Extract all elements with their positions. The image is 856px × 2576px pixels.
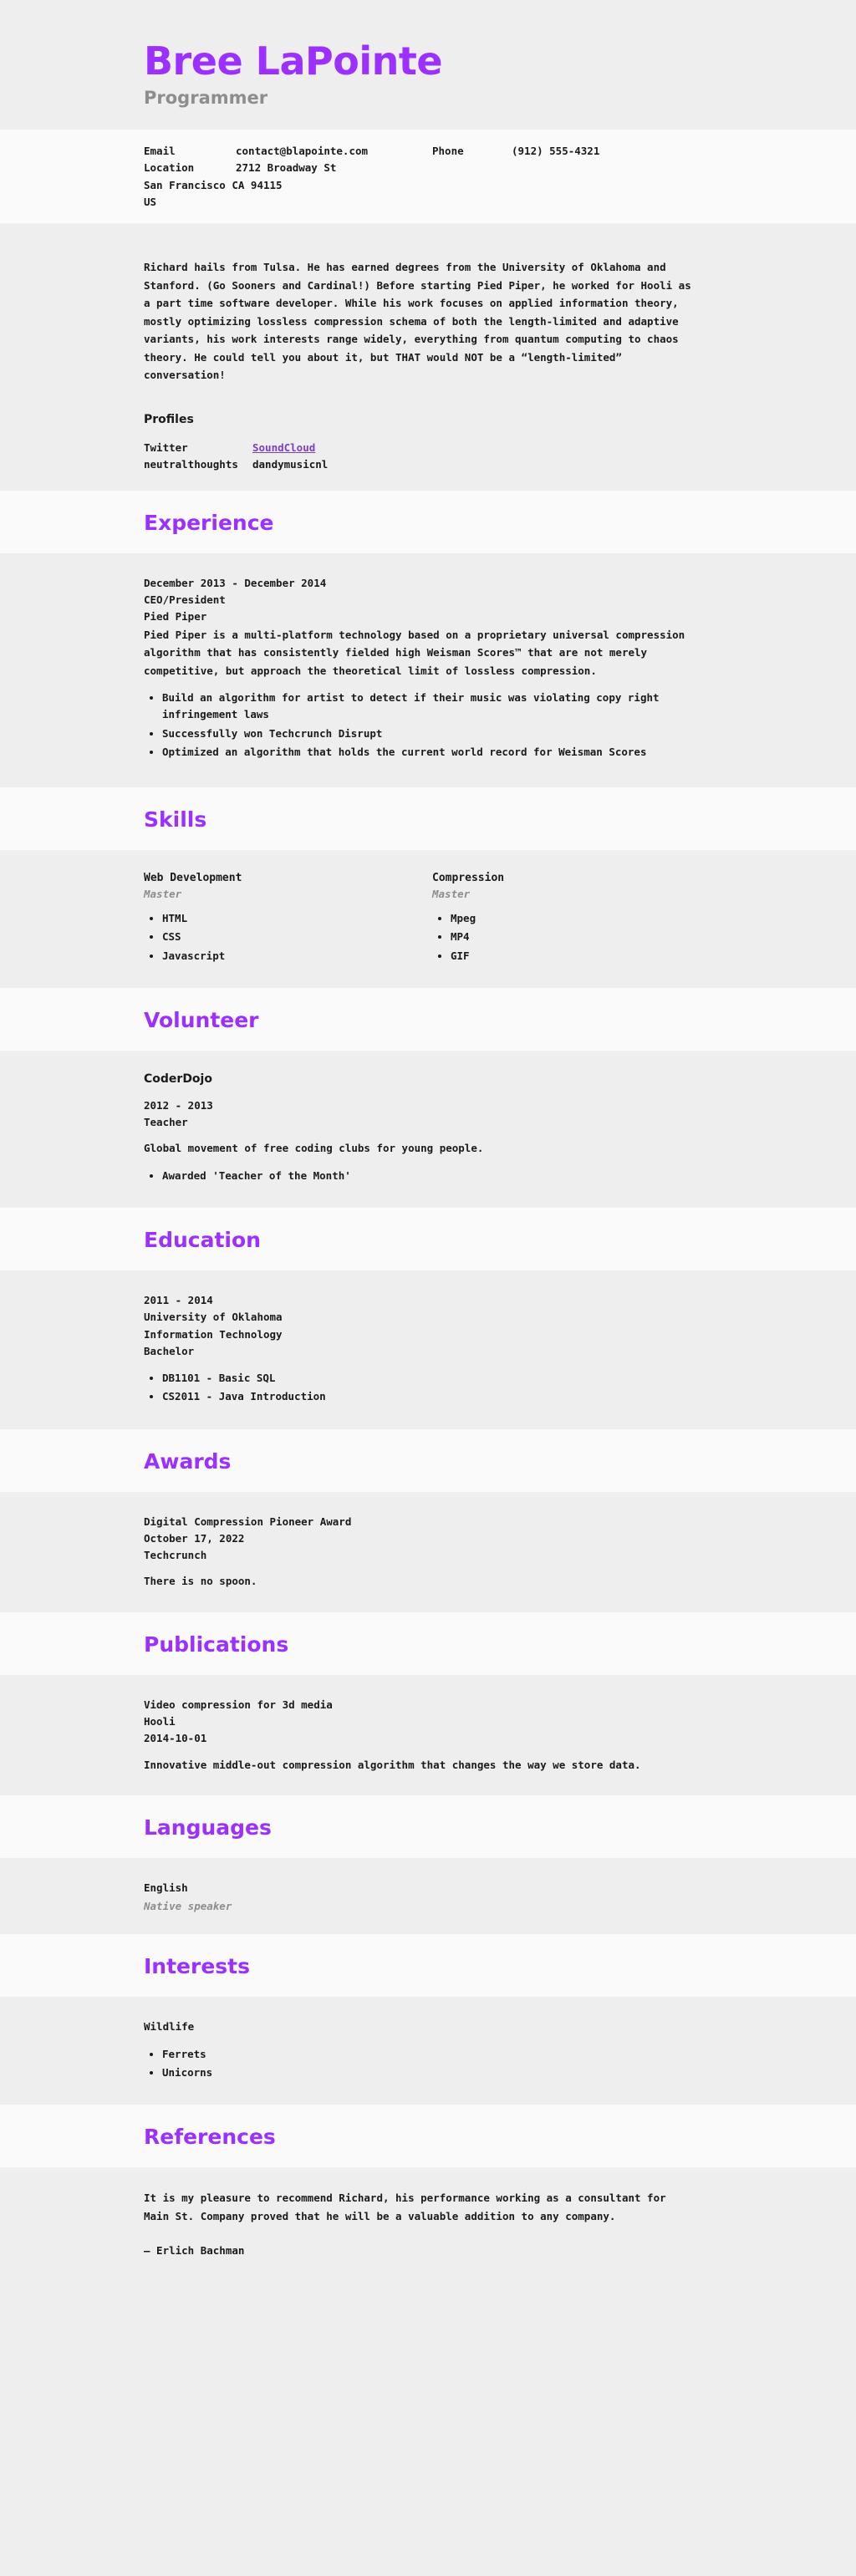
volunteer-heading-band <box>0 988 856 1051</box>
publications-heading-band <box>0 1612 856 1675</box>
skill-keywords <box>432 910 721 965</box>
education-courses <box>144 1370 721 1406</box>
section-heading-volunteer: Volunteer <box>144 1007 259 1032</box>
summary-band <box>0 223 856 491</box>
skills-body-band <box>0 850 856 988</box>
skill-keywords <box>144 910 432 965</box>
publications-body-band <box>0 1675 856 1795</box>
interest-keywords <box>144 2046 721 2082</box>
experience-summary: Pied Piper is a multi-platform technology based on a proprietary universal compression algorithm that has consistently fielded high Weisman Scores™ that are not merely competitive, but approach the theoretical limit of lossless compression. <box>144 628 685 677</box>
volunteer-highlights <box>144 1168 721 1184</box>
list-item: • Optimized an algorithm that holds the current world record for Weisman Scores <box>162 744 680 761</box>
list-item: • Successfully won Techcrunch Disrupt <box>162 725 680 742</box>
publication-summary: Innovative middle-out compression algorithm that changes the way we store data. <box>144 1758 641 1771</box>
languages-body-band <box>0 1858 856 1934</box>
section-heading-education: Education <box>144 1228 261 1253</box>
volunteer-body-band <box>0 1051 856 1208</box>
reference-author: — Erlich Bachman <box>144 2244 245 2258</box>
list-item: • Ferrets <box>162 2046 680 2063</box>
education-study-type: Bachelor <box>144 1344 195 1357</box>
volunteer-position: Teacher <box>144 1116 188 1129</box>
award-title: Digital Compression Pioneer Award <box>144 1515 352 1528</box>
section-heading-interests: Interests <box>144 1954 251 1979</box>
profile-username: dandymusicnl <box>252 458 329 471</box>
list-item: • HTML <box>162 910 432 927</box>
profile-network-link-wrapper <box>252 440 361 457</box>
profile-username: neutralthoughts <box>144 458 238 471</box>
languages-heading-band <box>0 1795 856 1858</box>
contact-row-country <box>144 194 721 211</box>
profiles-heading: Profiles <box>144 412 194 426</box>
education-body-band <box>0 1270 856 1429</box>
experience-entry <box>144 575 721 761</box>
interests-body-band <box>0 1997 856 2105</box>
address-line-2: San Francisco CA 94115 <box>144 178 283 191</box>
list-item: • Javascript <box>162 948 432 965</box>
profiles-list <box>144 440 721 474</box>
skill-item-compression <box>432 872 721 966</box>
email-label: Email <box>144 144 176 157</box>
skill-name: Web Development <box>144 872 242 885</box>
profile-network-link[interactable]: SoundCloud <box>252 440 316 454</box>
list-item: • MP4 <box>451 929 721 945</box>
interests-heading-band <box>0 1934 856 1997</box>
profile-item-soundcloud[interactable] <box>252 440 361 474</box>
publication-release-date: 2014-10-01 <box>144 1732 207 1745</box>
skills-list <box>144 872 721 966</box>
section-heading-skills: Skills <box>144 807 207 832</box>
publication-name: Video compression for 3d media <box>144 1698 333 1711</box>
volunteer-dates: 2012 - 2013 <box>144 1098 213 1112</box>
language-name: English <box>144 1881 188 1895</box>
contact-row-location <box>144 160 721 177</box>
section-heading-references: References <box>144 2125 276 2150</box>
publication-publisher: Hooli <box>144 1715 176 1728</box>
summary-text: Richard hails from Tulsa. He has earned degrees from the University of Oklahoma and Stanford. (Go Sooners and Cardinal!) Before starting Pied Piper, he worked for Hooli as a part time software developer. While his work focuses on applied information theory, mostly optimizing lossless compression schema of both the length-limited and adaptive variants, his work interests range widely, everything from quantum computing to chaos theory. He could tell you about it, but THAT would NOT be a “length-limited” conversation! <box>144 261 691 382</box>
interest-name: Wildlife <box>144 2020 195 2034</box>
section-heading-awards: Awards <box>144 1448 232 1474</box>
experience-body-band <box>0 553 856 787</box>
phone-label: Phone <box>432 144 464 157</box>
list-item: • CSS <box>162 929 432 945</box>
references-body-band <box>0 2167 856 2310</box>
experience-position: CEO/President <box>144 593 226 607</box>
education-heading-band <box>0 1208 856 1270</box>
location-label: Location <box>144 161 195 175</box>
education-area: Information Technology <box>144 1327 283 1341</box>
list-item: • Mpeg <box>451 910 721 927</box>
award-awarder: Techcrunch <box>144 1549 207 1562</box>
job-role-subtitle: Programmer <box>144 87 268 108</box>
references-heading-band <box>0 2105 856 2167</box>
profile-network: Twitter <box>144 440 188 454</box>
profile-item-twitter <box>144 440 252 474</box>
experience-company: Pied Piper <box>144 610 207 624</box>
reference-quote: It is my pleasure to recommend Richard, his performance working as a consultant for Main St. Company proved that he will be a valuable addition to any company. <box>144 2192 666 2222</box>
list-item: • DB1101 - Basic SQL <box>162 1370 680 1387</box>
experience-heading-band <box>0 491 856 553</box>
education-dates: 2011 - 2014 <box>144 1294 213 1307</box>
phone-value[interactable]: (912) 555-4321 <box>512 144 600 157</box>
list-item: • GIF <box>451 948 721 965</box>
address-line-1: 2712 Broadway St <box>236 161 337 175</box>
contact-details <box>144 143 721 212</box>
education-institution: University of Oklahoma <box>144 1311 283 1324</box>
skill-level: Master <box>432 888 471 901</box>
email-value[interactable]: contact@blapointe.com <box>236 144 369 157</box>
skill-name: Compression <box>432 872 505 885</box>
awards-body-band <box>0 1492 856 1612</box>
section-heading-experience: Experience <box>144 510 274 535</box>
list-item: • CS2011 - Java Introduction <box>162 1388 680 1405</box>
address-line-3: US <box>144 196 157 209</box>
section-heading-languages: Languages <box>144 1815 272 1840</box>
volunteer-summary: Global movement of free coding clubs for young people. <box>144 1142 484 1155</box>
language-fluency: Native speaker <box>144 1900 232 1913</box>
awards-heading-band <box>0 1429 856 1492</box>
experience-dates: December 2013 - December 2014 <box>144 576 327 589</box>
volunteer-organization: CoderDojo <box>144 1072 212 1086</box>
award-summary: There is no spoon. <box>144 1575 257 1588</box>
page-title: Bree LaPointe <box>144 38 443 84</box>
section-heading-publications: Publications <box>144 1632 289 1657</box>
skills-heading-band <box>0 787 856 850</box>
skill-item-web-development <box>144 872 432 966</box>
list-item: • Awarded 'Teacher of the Month' <box>162 1168 680 1184</box>
experience-highlights <box>144 690 721 761</box>
list-item: • Build an algorithm for artist to detect if their music was violating copy right infringement laws <box>162 690 680 724</box>
contact-band <box>0 130 856 224</box>
award-date: October 17, 2022 <box>144 1531 245 1545</box>
skill-level: Master <box>144 888 182 901</box>
header-band <box>0 0 856 130</box>
contact-row-city <box>144 177 721 195</box>
list-item: • Unicorns <box>162 2064 680 2081</box>
contact-row-email-phone <box>144 143 721 160</box>
